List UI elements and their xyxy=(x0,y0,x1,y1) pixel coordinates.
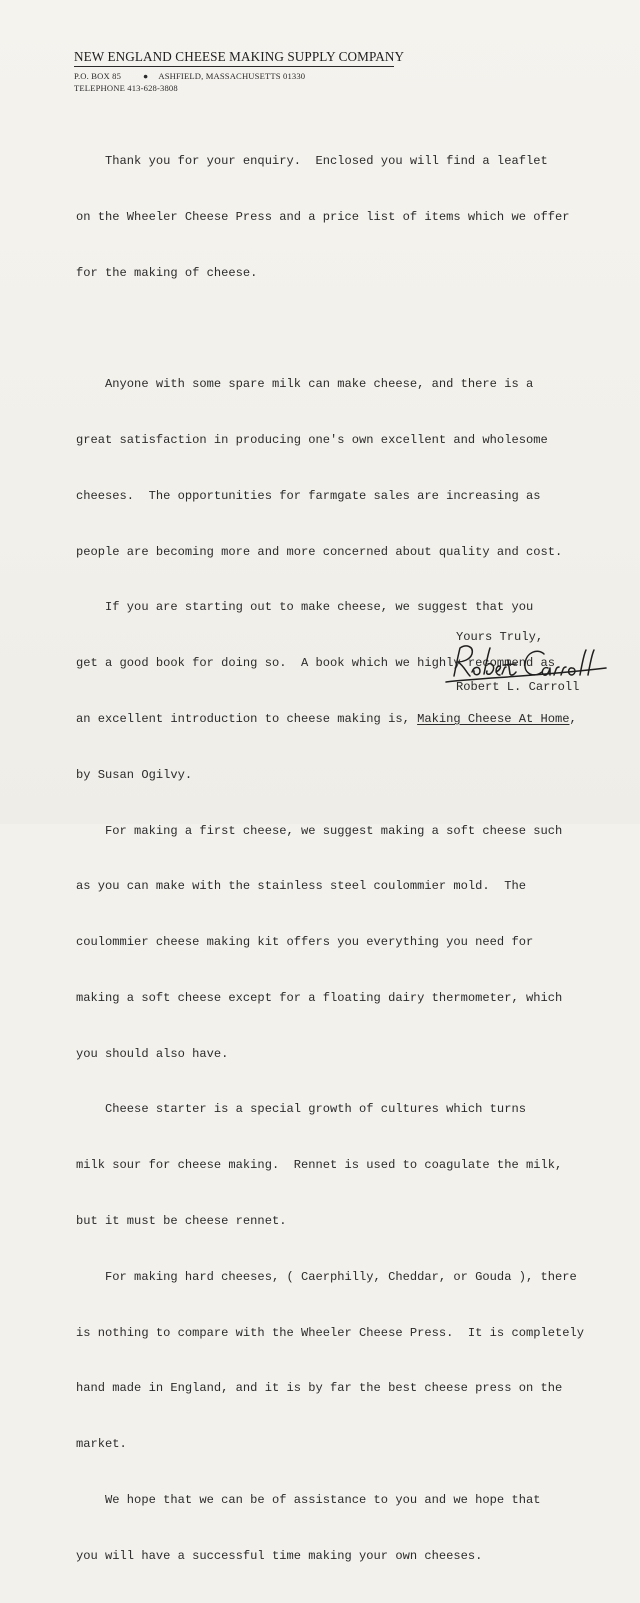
body-line: coulommier cheese making kit offers you everything you need for xyxy=(76,935,534,950)
body-line: For making a first cheese, we suggest making a soft cheese such xyxy=(76,823,563,838)
body-line: Thank you for your enquiry. Enclosed you will find a leaflet xyxy=(76,154,548,169)
body-line: Anyone with some spare milk can make cheese, and there is a xyxy=(76,377,534,392)
body-text-segment: , xyxy=(569,712,577,726)
body-line: milk sour for cheese making. Rennet is used to coagulate the milk, xyxy=(76,1158,563,1173)
closing: Yours Truly, xyxy=(456,630,544,644)
city-line: ASHFIELD, MASSACHUSETTS 01330 xyxy=(158,71,306,81)
body-line: great satisfaction in producing one's own excellent and wholesome xyxy=(76,433,548,448)
body-line: making a soft cheese except for a floating dairy thermometer, which xyxy=(76,990,563,1005)
body-line: get a good book for doing so. A book which we highly recommend as xyxy=(76,656,555,671)
body-line: you will have a successful time making your own cheeses. xyxy=(76,1548,483,1563)
telephone: TELEPHONE 413-628-3808 xyxy=(74,83,178,93)
body-line: Cheese starter is a special growth of cultures which turns xyxy=(76,1102,526,1117)
body-line: as you can make with the stainless steel coulommier mold. The xyxy=(76,879,526,894)
body-line: hand made in England, and it is by far the best cheese press on the xyxy=(76,1381,563,1396)
body-line: you should also have. xyxy=(76,1046,229,1061)
body-line: For making hard cheeses, ( Caerphilly, Cheddar, or Gouda ), there xyxy=(76,1269,577,1284)
letter-body xyxy=(76,115,616,1603)
body-line: people are becoming more and more concerned about quality and cost. xyxy=(76,544,563,559)
body-line: cheeses. The opportunities for farmgate sales are increasing as xyxy=(76,488,541,503)
body-line: but it must be cheese rennet. xyxy=(76,1214,287,1229)
book-title: Making Cheese At Home xyxy=(417,712,570,726)
po-box: P.O. BOX 85 xyxy=(74,71,122,81)
signer-name: Robert L. Carroll xyxy=(456,680,580,694)
body-line: by Susan Ogilvy. xyxy=(76,767,193,782)
body-line: We hope that we can be of assistance to you and we hope that xyxy=(76,1492,541,1507)
bullet-icon: ● xyxy=(143,71,149,81)
address-line xyxy=(74,71,394,81)
body-line: on the Wheeler Cheese Press and a price list of items which we offer xyxy=(76,209,570,224)
body-line: for the making of cheese. xyxy=(76,265,258,280)
body-text-segment: an excellent introduction to cheese making is, xyxy=(76,712,418,726)
company-name: NEW ENGLAND CHEESE MAKING SUPPLY COMPANY xyxy=(74,49,394,67)
body-line xyxy=(76,710,616,729)
blank-line xyxy=(76,320,616,339)
body-line: is nothing to compare with the Wheeler Cheese Press. It is completely xyxy=(76,1325,585,1340)
body-line: market. xyxy=(76,1437,127,1452)
letterhead xyxy=(74,49,405,93)
body-line: If you are starting out to make cheese, we suggest that you xyxy=(76,600,534,615)
